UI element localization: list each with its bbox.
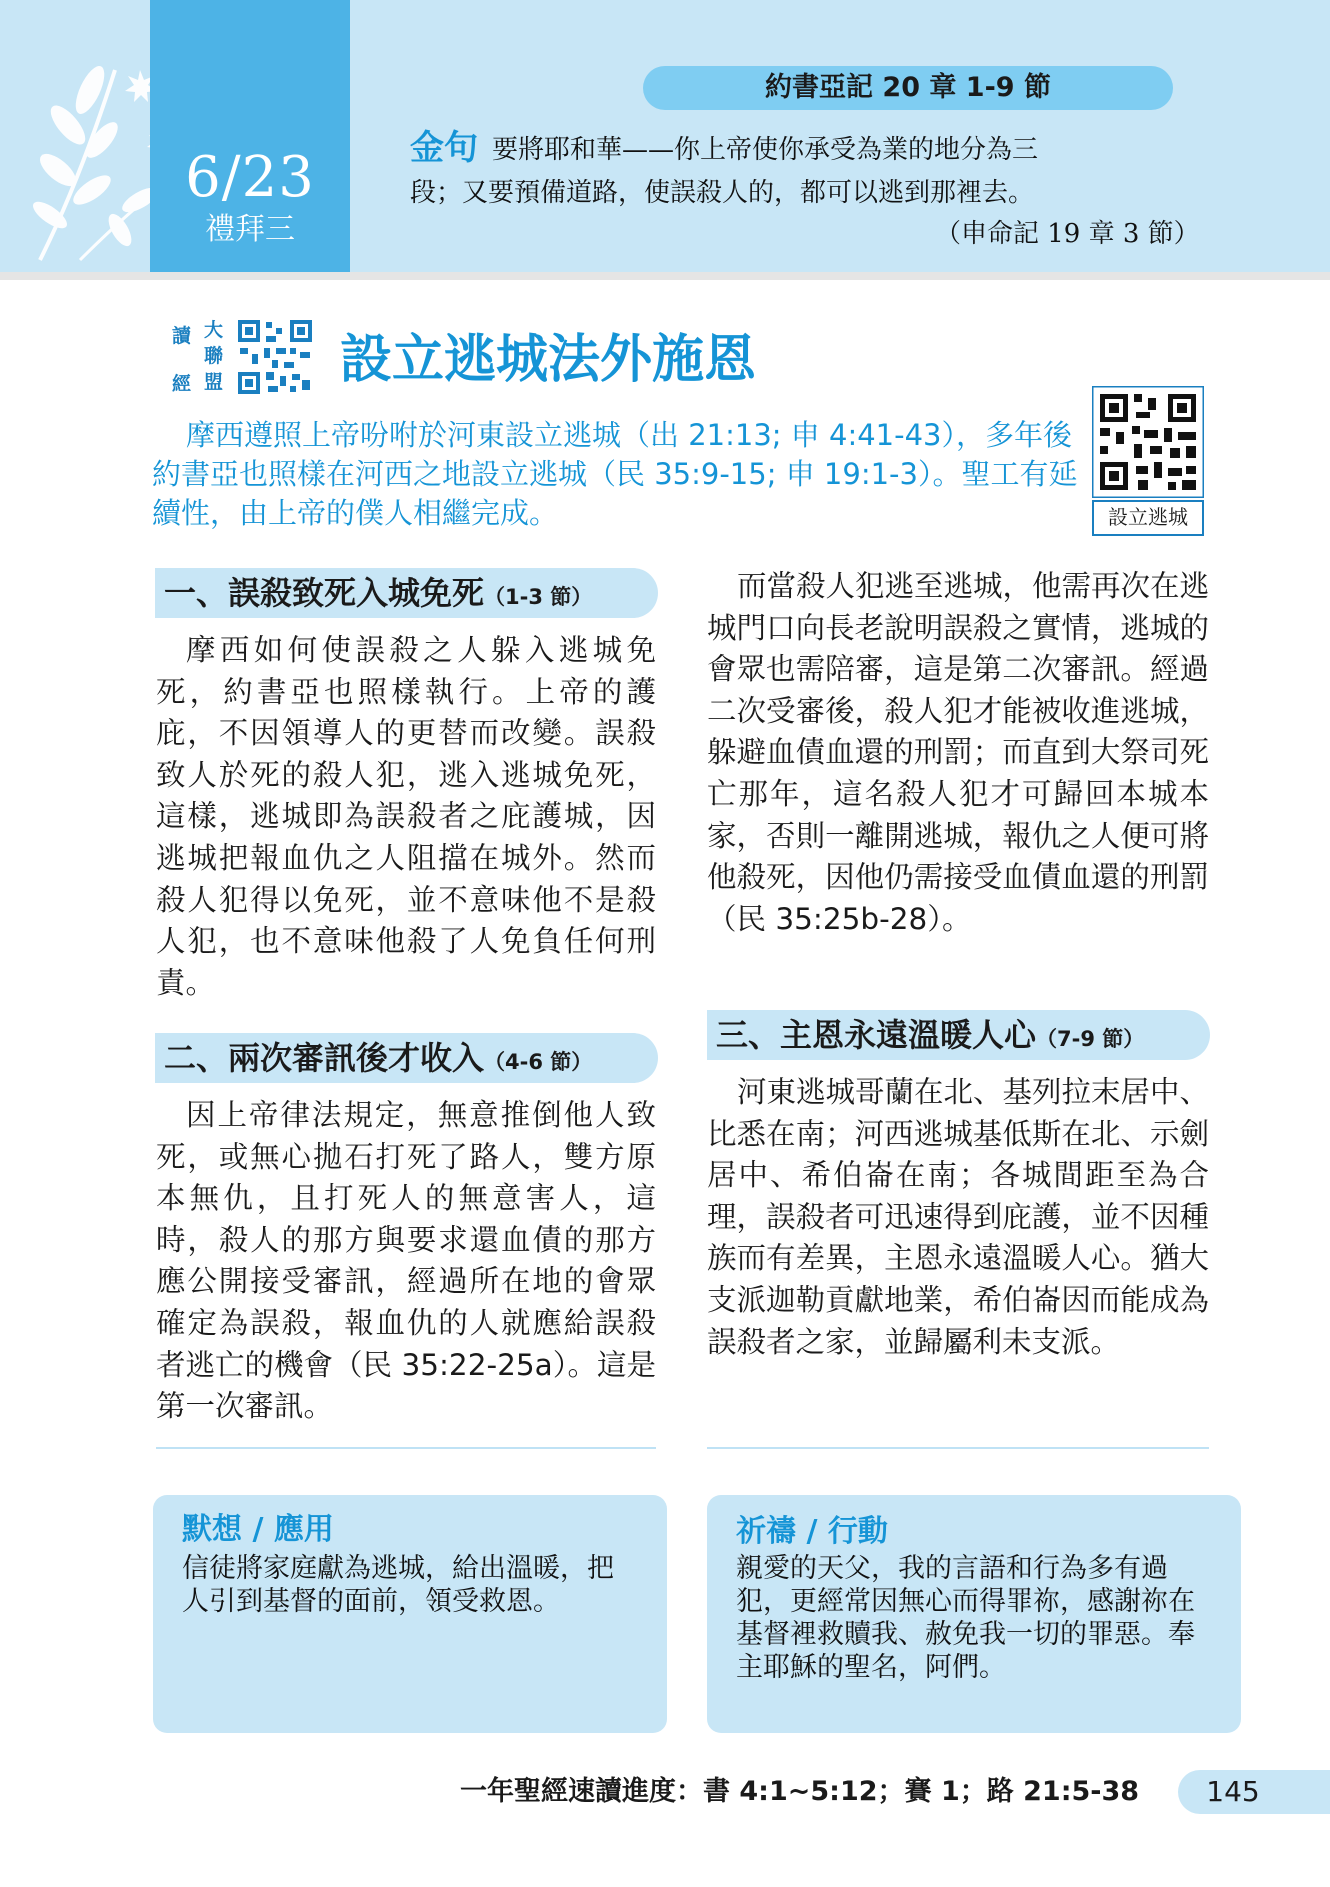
date: 6/23 [185, 145, 315, 210]
page-title: 設立逃城法外施恩 [340, 329, 757, 390]
section-verses: （4-6 節） [484, 1050, 593, 1074]
column-divider [707, 1447, 1209, 1449]
scripture-reading: 約書亞記 20 章 1-9 節 [765, 72, 1051, 103]
golden-verse-reference: （申命記 19 章 3 節） [935, 219, 1200, 249]
intro-paragraph: 摩西遵照上帝吩咐於河東設立逃城（出 21:13; 申 4:41-43），多年後約書亞也照樣在河西之地設立逃城（民 35:9-15; 申 19:1-3）。聖工有延續性，由上帝的僕人相繼完成。 [152, 418, 1078, 530]
qr-code-icon[interactable] [1092, 386, 1204, 498]
join-label [170, 318, 230, 398]
weekday: 禮拜三 [205, 212, 295, 247]
section-body-1: 摩西如何使誤殺之人躲入逃城免死，約書亞也照樣執行。上帝的護庇，不因領導人的更替而改變。誤殺致人於死的殺人犯，逃入逃城免死，這樣，逃城即為誤殺者之庇護城，因逃城把報血仇之人阻擋在城外。然而殺人犯得以免死，並不意味他不是殺人犯，也不意味他殺了人免負任何刑責。 [156, 633, 656, 1000]
join-label-char: 讀 [172, 325, 192, 347]
section-title-3 [716, 1010, 1144, 1064]
column-divider [156, 1447, 656, 1449]
section-body-2: 因上帝律法規定，無意推倒他人致死，或無心拋石打死了路人，雙方原本無仇，且打死人的無意害人，這時，殺人的那方與要求還血債的那方應公開接受審訊，經過所在地的會眾確定為誤殺，報血仇的人就應給誤殺者逃亡的機會（民 35:22-25a）。這是第一次審訊。 [156, 1098, 656, 1424]
section-title-2 [164, 1033, 592, 1087]
meditation-title: 默想 / 應用 [182, 1512, 334, 1547]
join-label-char: 聯 [204, 345, 224, 367]
section-verses: （1-3 節） [484, 585, 593, 609]
prayer-title: 祈禱 / 行動 [736, 1514, 888, 1549]
meditation-body: 信徒將家庭獻為逃城，給出溫暖，把人引到基督的面前，領受救恩。 [182, 1553, 614, 1617]
section-title-1 [164, 568, 592, 622]
reading-progress: 一年聖經速讀進度：書 4:1~5:12；賽 1；路 21:5-38 [460, 1776, 1140, 1807]
section-body-3: 河東逃城哥蘭在北、基列拉末居中、比悉在南；河西逃城基低斯在北、示劍居中、希伯崙在南；各城間距至為合理，誤殺者可迅速得到庇護，並不因種族而有差異，主恩永遠溫暖人心。猶大支派迦勒貢獻地業，希伯崙因而能成為誤殺者之家，並歸屬利未支派。 [707, 1075, 1210, 1359]
header-divider [0, 272, 1330, 280]
section-title-text: 一、誤殺致死入城免死 [164, 574, 485, 612]
qr-code-icon[interactable] [236, 318, 314, 396]
join-label-char: 經 [172, 373, 192, 395]
section-continuation: 而當殺人犯逃至逃城，他需再次在逃城門口向長老說明誤殺之實情，逃城的會眾也需陪審，這是第二次審訊。經過二次受審後，殺人犯才能被收進逃城，躲避血債血還的刑罰；而直到大祭司死亡那年，這名殺人犯才可歸回本城本家，否則一離開逃城，報仇之人便可將他殺死，因他仍需接受血債血還的刑罰（民 35:25b-28）。 [707, 569, 1210, 936]
page-number: 145 [1206, 1775, 1260, 1808]
golden-verse-label: 金句 [410, 128, 478, 168]
section-verses: （7-9 節） [1036, 1027, 1145, 1051]
section-title-text: 二、兩次審訊後才收入 [164, 1039, 485, 1077]
section-title-text: 三、主恩永遠溫暖人心 [716, 1016, 1037, 1054]
join-label-char: 大 [204, 319, 224, 341]
golden-verse-line1: 要將耶和華——你上帝使你承受為業的地分為三 [492, 135, 1039, 165]
qr-caption: 設立逃城 [1108, 505, 1188, 529]
golden-verse-line2: 段；又要預備道路，使誤殺人的，都可以逃到那裡去。 [410, 178, 1035, 208]
join-label-char: 盟 [204, 371, 224, 393]
prayer-body: 親愛的天父，我的言語和行為多有過犯，更經常因無心而得罪祢，感謝祢在基督裡救贖我、赦免我一切的罪惡。奉主耶穌的聖名，阿們。 [736, 1553, 1195, 1683]
